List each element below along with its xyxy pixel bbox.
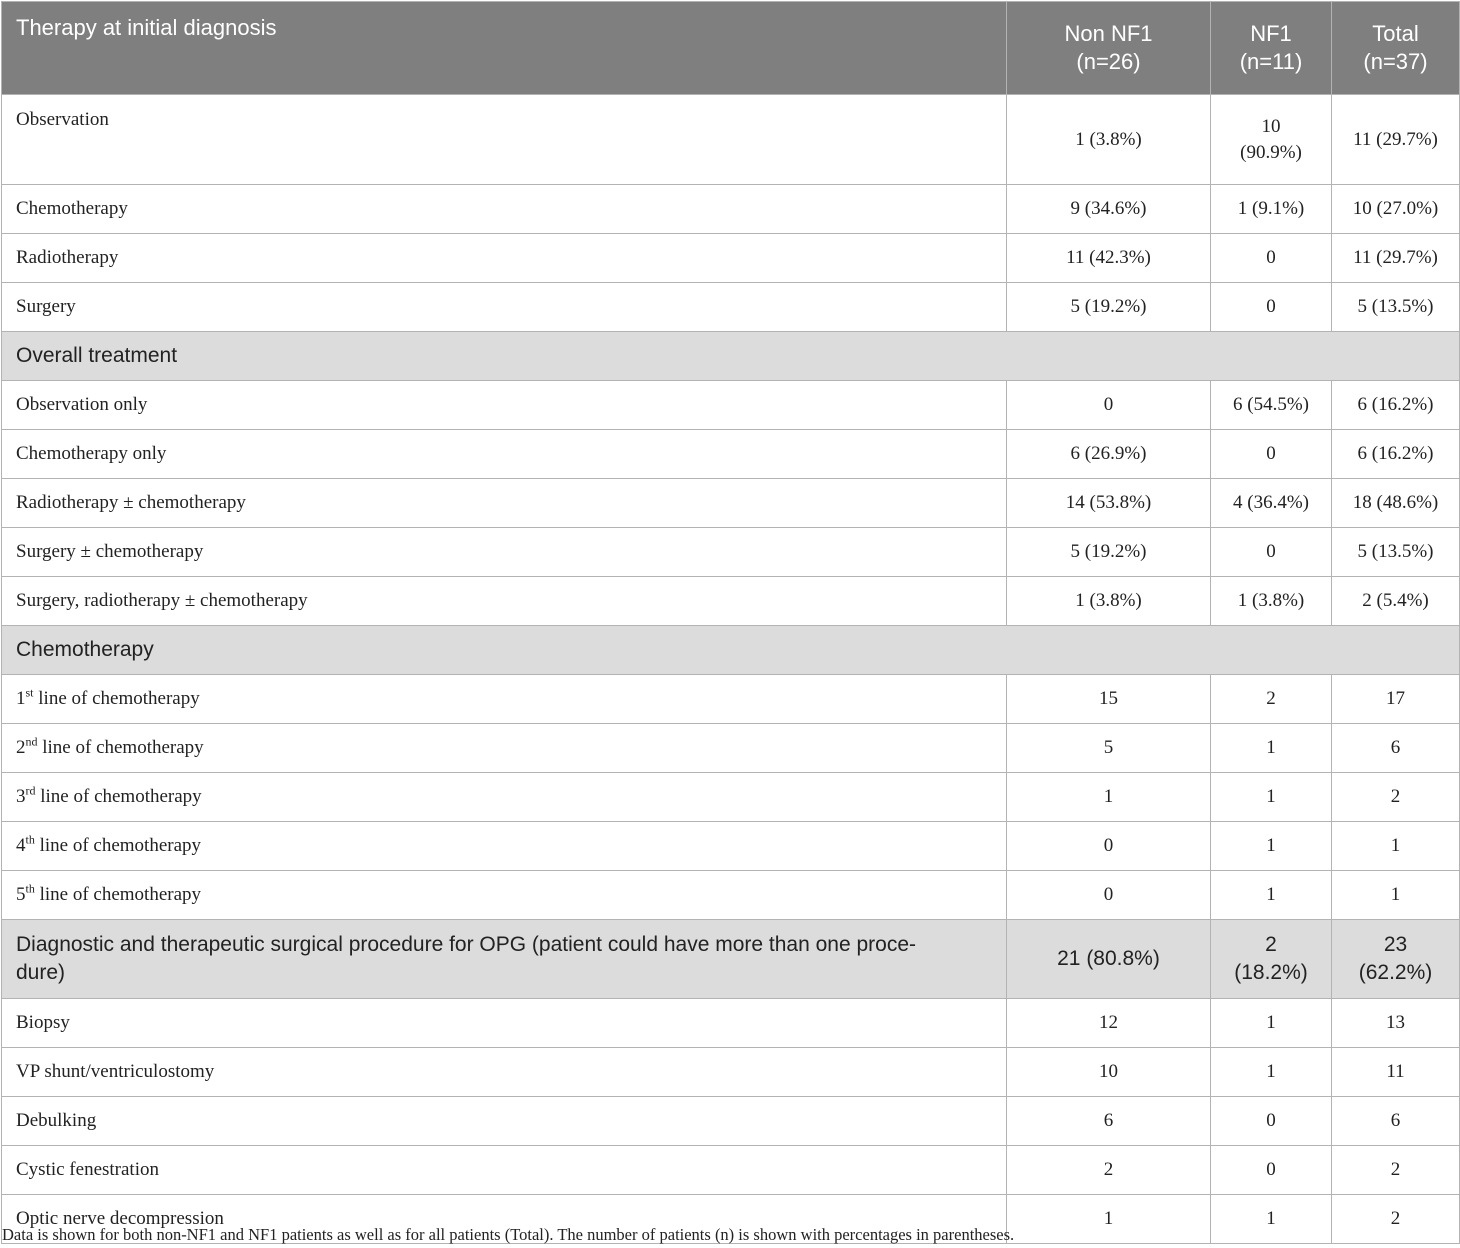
cell-non-nf1: 15 [1007, 675, 1211, 724]
cell-total: 18 (48.6%) [1332, 479, 1460, 528]
cell-non-nf1: 2 [1007, 1146, 1211, 1195]
cell-non-nf1: 12 [1007, 999, 1211, 1048]
cell-nf1: 0 [1211, 430, 1332, 479]
line-number: 2 [16, 737, 26, 758]
cell-total: 6 [1332, 724, 1460, 773]
section-row-surgical [2, 920, 1460, 999]
cell-total: 6 (16.2%) [1332, 381, 1460, 430]
row-label: Observation only [2, 381, 1007, 430]
cell-total: 10 (27.0%) [1332, 185, 1460, 234]
row-label: Surgery, radiotherapy ± chemotherapy [2, 577, 1007, 626]
section-title-line2: dure) [16, 961, 66, 984]
cell-nf1: 1 [1211, 822, 1332, 871]
line-number: 3 [16, 786, 26, 807]
table-row [2, 724, 1460, 773]
table-row [2, 675, 1460, 724]
row-label: Chemotherapy [2, 185, 1007, 234]
header-row [2, 2, 1460, 95]
cell-total: 5 (13.5%) [1332, 528, 1460, 577]
header-non-nf1-n: (n=26) [1076, 49, 1141, 74]
cell-total: 11 (29.7%) [1332, 234, 1460, 283]
cell-nf1: 1 [1211, 871, 1332, 920]
cell-total: 13 [1332, 999, 1460, 1048]
cell-nf1: 1 [1211, 1048, 1332, 1097]
line-number: 1 [16, 688, 26, 709]
cell-nf1: 2 [1211, 675, 1332, 724]
section-title: Chemotherapy [2, 626, 1460, 675]
cell-nf1: 1 [1211, 773, 1332, 822]
cell-nf1: 1 [1211, 724, 1332, 773]
cell-total: 17 [1332, 675, 1460, 724]
cell-nf1: 0 [1211, 234, 1332, 283]
table-row [2, 528, 1460, 577]
table-footnote: Data is shown for both non-NF1 and NF1 patients as well as for all patients (Total). The number of patients (n) is shown with percentages in parentheses. [2, 1225, 1015, 1244]
row-label: Surgery ± chemotherapy [2, 528, 1007, 577]
section-row-chemotherapy [2, 626, 1460, 675]
cell-nf1: 4 (36.4%) [1211, 479, 1332, 528]
cell-non-nf1: 1 [1007, 1195, 1211, 1244]
cell-total: 5 (13.5%) [1332, 283, 1460, 332]
cell-non-nf1: 1 [1007, 773, 1211, 822]
cell-total: 2 [1332, 773, 1460, 822]
row-label: Optic nerve decompression [2, 1195, 1007, 1244]
cell-nf1-count: 10 [1261, 115, 1281, 137]
row-label: VP shunt/ventriculostomy [2, 1048, 1007, 1097]
cell-nf1 [1211, 95, 1332, 185]
row-label: Chemotherapy only [2, 430, 1007, 479]
row-label: Biopsy [2, 999, 1007, 1048]
row-label [2, 773, 1007, 822]
line-text: line of chemotherapy [34, 884, 202, 905]
header-nf1-title: NF1 [1250, 21, 1292, 46]
cell-non-nf1: 6 (26.9%) [1007, 430, 1211, 479]
therapy-table [1, 1, 1460, 1244]
table-row [2, 999, 1460, 1048]
table-row [2, 95, 1460, 185]
cell-nf1: 1 (9.1%) [1211, 185, 1332, 234]
header-nf1-n: (n=11) [1239, 49, 1303, 74]
cell-nf1: 0 [1211, 1097, 1332, 1146]
cell-nf1 [1211, 920, 1332, 999]
ordinal-suffix: th [25, 832, 35, 847]
cell-non-nf1: 0 [1007, 822, 1211, 871]
line-text: line of chemotherapy [35, 786, 202, 807]
cell-non-nf1: 1 (3.8%) [1007, 577, 1211, 626]
header-non-nf1-title: Non NF1 [1064, 21, 1153, 46]
header-nf1 [1211, 2, 1332, 95]
cell-non-nf1: 11 (42.3%) [1007, 234, 1211, 283]
cell-nf1-pct: (90.9%) [1240, 141, 1302, 163]
header-total-n: (n=37) [1363, 49, 1428, 74]
cell-nf1: 1 (3.8%) [1211, 577, 1332, 626]
header-label: Therapy at initial diagnosis [2, 2, 1007, 95]
ordinal-suffix: st [25, 685, 34, 700]
cell-non-nf1: 1 (3.8%) [1007, 95, 1211, 185]
cell-nf1-pct: (18.2%) [1234, 961, 1308, 984]
cell-non-nf1: 0 [1007, 871, 1211, 920]
row-label: Surgery [2, 283, 1007, 332]
table-row [2, 871, 1460, 920]
table-row [2, 430, 1460, 479]
cell-total: 1 [1332, 822, 1460, 871]
cell-nf1: 6 (54.5%) [1211, 381, 1332, 430]
row-label [2, 871, 1007, 920]
section-row-overall [2, 332, 1460, 381]
header-total [1332, 2, 1460, 95]
cell-non-nf1: 21 (80.8%) [1007, 920, 1211, 999]
cell-total: 2 [1332, 1146, 1460, 1195]
cell-total: 11 (29.7%) [1332, 95, 1460, 185]
cell-total-count: 23 [1383, 933, 1408, 956]
cell-non-nf1: 6 [1007, 1097, 1211, 1146]
table-row [2, 1146, 1460, 1195]
cell-nf1: 0 [1211, 1146, 1332, 1195]
cell-non-nf1: 0 [1007, 381, 1211, 430]
cell-non-nf1: 5 [1007, 724, 1211, 773]
section-title: Overall treatment [2, 332, 1460, 381]
cell-total-pct: (62.2%) [1358, 961, 1433, 984]
table-row [2, 283, 1460, 332]
cell-total: 2 (5.4%) [1332, 577, 1460, 626]
cell-non-nf1: 14 (53.8%) [1007, 479, 1211, 528]
header-total-title: Total [1372, 21, 1419, 46]
cell-nf1-count: 2 [1265, 933, 1277, 956]
cell-non-nf1: 9 (34.6%) [1007, 185, 1211, 234]
line-number: 4 [16, 835, 26, 856]
row-label: Observation [2, 95, 1007, 185]
cell-non-nf1: 5 (19.2%) [1007, 283, 1211, 332]
table-row [2, 381, 1460, 430]
row-label: Radiotherapy [2, 234, 1007, 283]
cell-nf1: 1 [1211, 999, 1332, 1048]
row-label: Radiotherapy ± chemotherapy [2, 479, 1007, 528]
row-label [2, 675, 1007, 724]
row-label: Cystic fenestration [2, 1146, 1007, 1195]
cell-total: 6 (16.2%) [1332, 430, 1460, 479]
table-row [2, 822, 1460, 871]
ordinal-suffix: th [25, 881, 35, 896]
cell-non-nf1: 10 [1007, 1048, 1211, 1097]
ordinal-suffix: nd [25, 734, 38, 749]
table-row [2, 1048, 1460, 1097]
table-row [2, 234, 1460, 283]
section-title [2, 920, 1007, 999]
cell-total: 11 [1332, 1048, 1460, 1097]
cell-total: 2 [1332, 1195, 1460, 1244]
cell-total: 1 [1332, 871, 1460, 920]
header-non-nf1 [1007, 2, 1211, 95]
table-row [2, 1097, 1460, 1146]
line-number: 5 [16, 884, 26, 905]
row-label [2, 724, 1007, 773]
section-title-line1: Diagnostic and therapeutic surgical procedure for OPG (patient could have more than one proce- [16, 933, 917, 956]
row-label [2, 822, 1007, 871]
table-row [2, 479, 1460, 528]
table-row [2, 577, 1460, 626]
row-label: Debulking [2, 1097, 1007, 1146]
cell-non-nf1: 5 (19.2%) [1007, 528, 1211, 577]
table-row [2, 185, 1460, 234]
cell-total [1332, 920, 1460, 999]
line-text: line of chemotherapy [34, 835, 202, 856]
cell-nf1: 1 [1211, 1195, 1332, 1244]
cell-nf1: 0 [1211, 283, 1332, 332]
table-row [2, 773, 1460, 822]
line-text: line of chemotherapy [33, 688, 200, 709]
ordinal-suffix: rd [25, 783, 36, 798]
cell-nf1: 0 [1211, 528, 1332, 577]
line-text: line of chemotherapy [37, 737, 204, 758]
cell-total: 6 [1332, 1097, 1460, 1146]
